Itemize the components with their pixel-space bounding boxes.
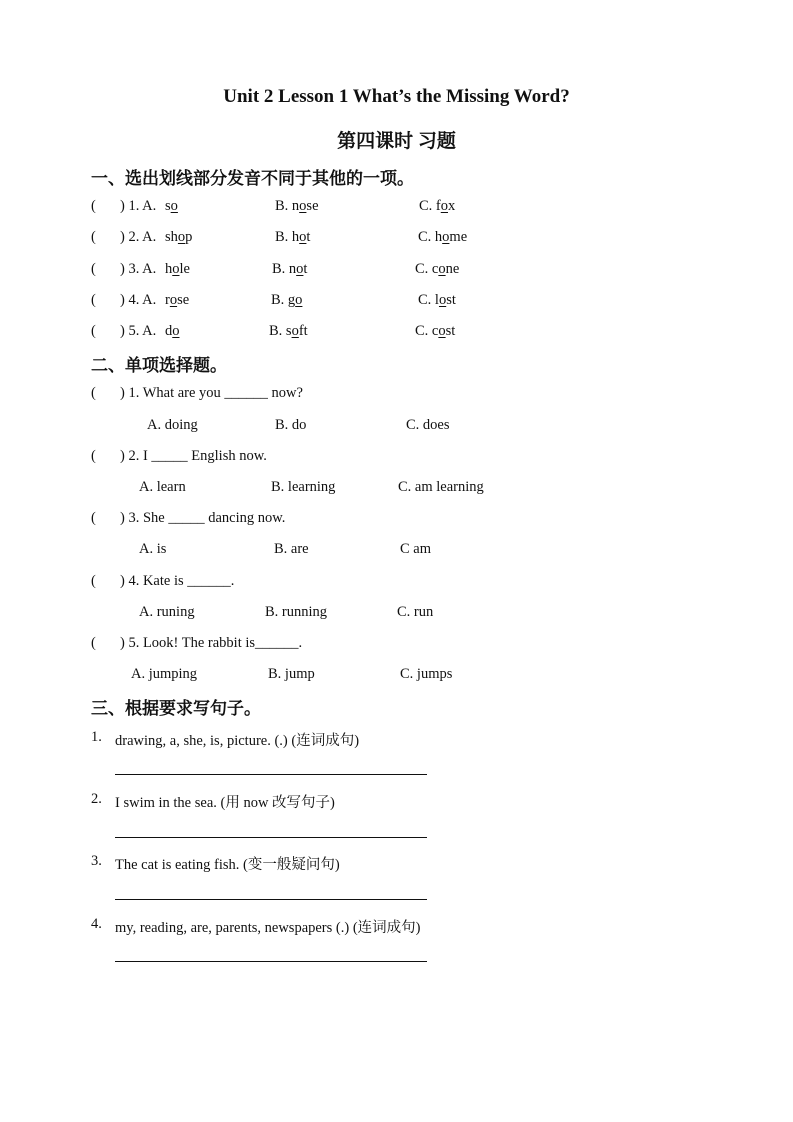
section1-heading: 一、选出划线部分发音不同于其他的一项。 — [91, 169, 414, 188]
option-a: do — [165, 323, 180, 339]
option-c: C. cost — [415, 323, 456, 339]
option-b: B. are — [274, 541, 309, 557]
page-subtitle: 第四课时 习题 — [337, 131, 456, 152]
question-text: ) 3. She _____ dancing now. — [120, 510, 286, 526]
answer-paren: ( — [91, 385, 96, 401]
answer-line[interactable] — [115, 961, 427, 962]
answer-paren: ( — [91, 292, 96, 308]
question-text: ) 4. Kate is ______. — [120, 573, 235, 589]
answer-paren: ( — [91, 635, 96, 651]
option-a: A. learn — [139, 479, 186, 495]
option-a: hole — [165, 261, 190, 277]
option-a: A. runing — [139, 604, 195, 620]
instruction-text: I swim in the sea. (用 now 改写句子) — [115, 795, 335, 811]
answer-paren: ( — [91, 323, 96, 339]
question-text: ) 1. What are you ______ now? — [120, 385, 303, 401]
section3-heading: 三、根据要求写句子。 — [91, 699, 261, 718]
instruction-text: my, reading, are, parents, newspapers (.) (连词成句) — [115, 920, 421, 936]
answer-paren: ( — [91, 448, 96, 464]
answer-paren: ( — [91, 229, 96, 245]
option-b: B. go — [271, 292, 303, 308]
answer-line[interactable] — [115, 899, 427, 900]
option-b: B. hot — [275, 229, 311, 245]
item-number: ) 5. A. — [120, 323, 157, 339]
page-title: Unit 2 Lesson 1 What’s the Missing Word? — [223, 86, 570, 107]
option-c: C. fox — [419, 198, 456, 214]
option-b: B. learning — [271, 479, 336, 495]
item-number: ) 1. A. — [120, 198, 157, 214]
question-text: ) 5. Look! The rabbit is______. — [120, 635, 303, 651]
option-c: C am — [400, 541, 432, 557]
option-a: A. jumping — [131, 666, 198, 682]
option-b: B. nose — [275, 198, 319, 214]
item-number: 4. — [91, 916, 102, 932]
section2-heading: 二、单项选择题。 — [91, 356, 227, 375]
option-c: C. cone — [415, 261, 460, 277]
item-number: 2. — [91, 791, 102, 807]
answer-paren: ( — [91, 573, 96, 589]
option-b: B. running — [265, 604, 328, 620]
option-c: C. jumps — [400, 666, 453, 682]
option-a: rose — [165, 292, 190, 308]
answer-paren: ( — [91, 261, 96, 277]
answer-line[interactable] — [115, 774, 427, 775]
option-a: so — [165, 198, 178, 214]
option-c: C. am learning — [398, 479, 484, 495]
item-number: 3. — [91, 853, 102, 869]
option-c: C. home — [418, 229, 468, 245]
option-b: B. do — [275, 417, 307, 433]
item-number: 1. — [91, 729, 102, 745]
option-a: shop — [165, 229, 193, 245]
answer-line[interactable] — [115, 837, 427, 838]
option-c: C. does — [406, 417, 450, 433]
option-a: A. doing — [147, 417, 198, 433]
option-b: B. jump — [268, 666, 315, 682]
option-c: C. run — [397, 604, 434, 620]
instruction-text: drawing, a, she, is, picture. (.) (连词成句) — [115, 733, 360, 749]
question-text: ) 2. I _____ English now. — [120, 448, 267, 464]
option-a: A. is — [139, 541, 167, 557]
option-b: B. soft — [269, 323, 308, 339]
option-c: C. lost — [418, 292, 456, 308]
item-number: ) 4. A. — [120, 292, 157, 308]
item-number: ) 2. A. — [120, 229, 157, 245]
answer-paren: ( — [91, 198, 96, 214]
item-number: ) 3. A. — [120, 261, 157, 277]
option-b: B. not — [272, 261, 308, 277]
instruction-text: The cat is eating fish. (变一般疑问句) — [115, 857, 340, 873]
answer-paren: ( — [91, 510, 96, 526]
